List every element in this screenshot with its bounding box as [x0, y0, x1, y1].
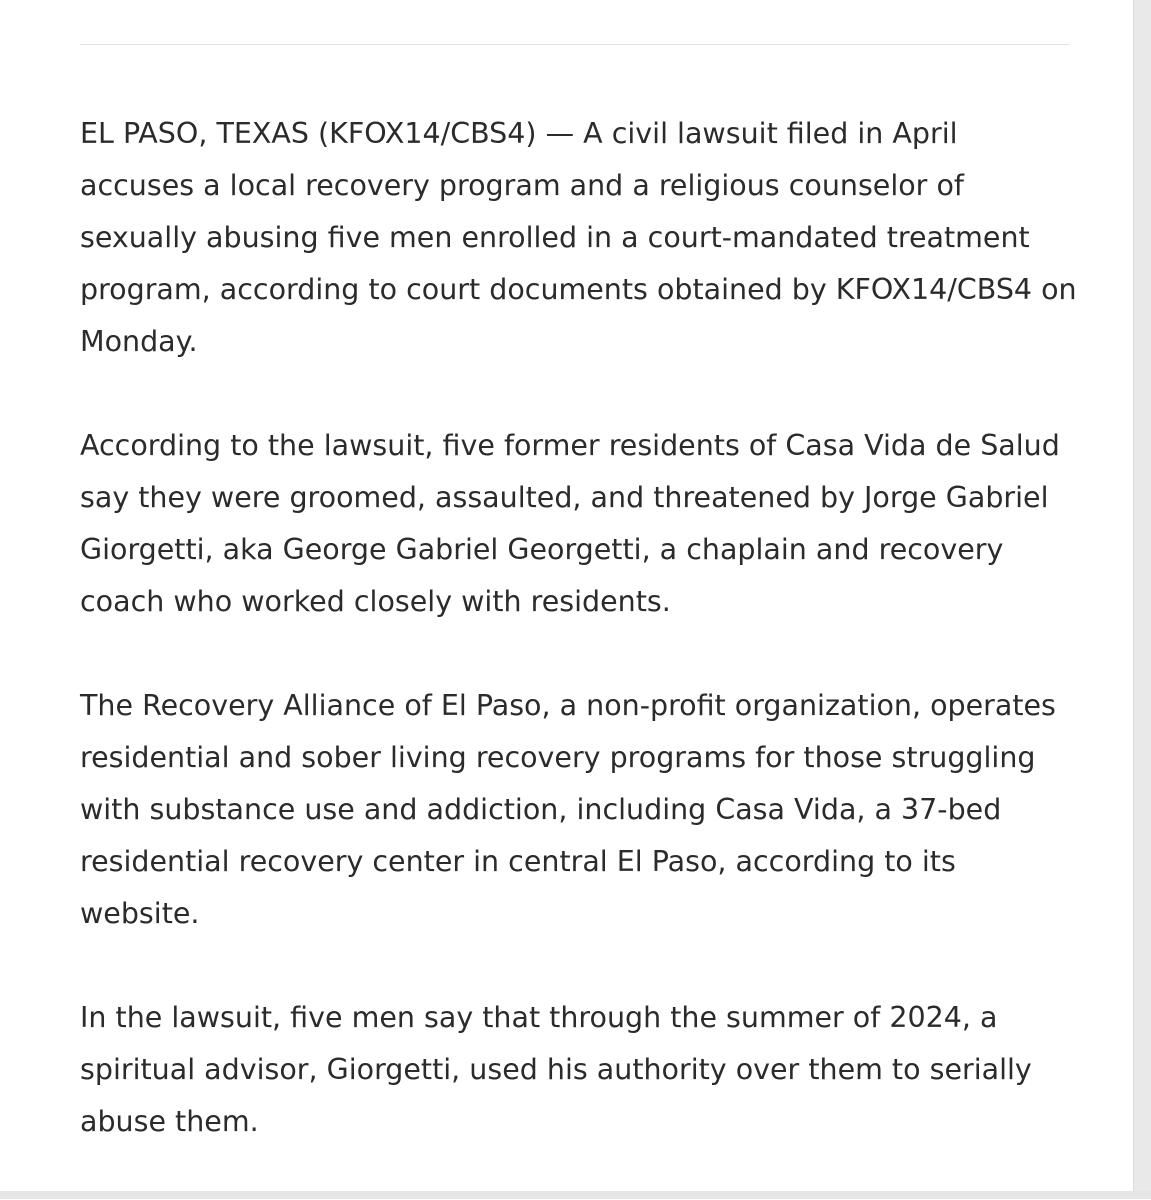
article-paragraph-1: EL PASO, TEXAS (KFOX14/CBS4) — A civil lawsuit filed in April accuses a local recovery program and a religious counselor of sexually abusing five men enrolled in a court-mandated treatment program, according to court documents obtained by KFOX14/CBS4 on Monday. [80, 117, 1077, 358]
section-divider [80, 44, 1070, 45]
article-paragraph-3: The Recovery Alliance of El Paso, a non-profit organization, operates residential and sober living recovery programs for those struggling with substance use and addiction, including Casa Vida, a 37-bed residential recovery center in central El Paso, according to its website. [80, 689, 1056, 930]
bottom-edge [0, 1191, 1151, 1199]
article-paragraph-4: In the lawsuit, five men say that through the summer of 2024, a spiritual advisor, Giorgetti, used his authority over them to serially abuse them. [80, 1001, 1032, 1138]
article-body [80, 108, 1080, 1200]
article-paragraph-2: According to the lawsuit, five former residents of Casa Vida de Salud say they were groomed, assaulted, and threatened by Jorge Gabriel Giorgetti, aka George Gabriel Georgetti, a chaplain and recovery coach who worked closely with residents. [80, 429, 1060, 618]
scrollbar-track[interactable] [1133, 0, 1151, 1199]
